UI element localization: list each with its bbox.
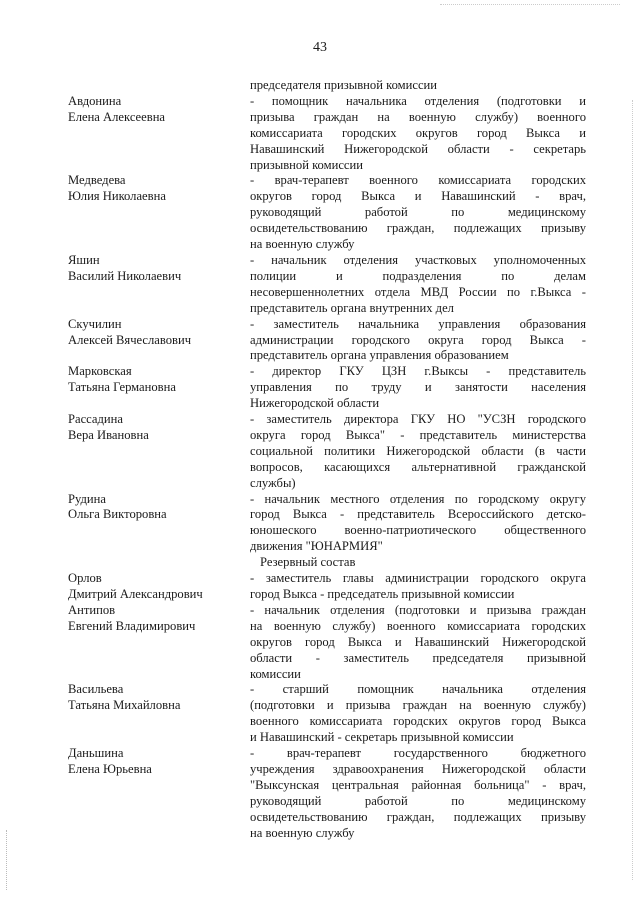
member-entry bbox=[68, 571, 586, 603]
role-line: военного комиссариата городских округов город Выкса bbox=[250, 714, 586, 729]
role-line: полиции и подразделения по делам bbox=[250, 268, 586, 283]
member-entry bbox=[68, 364, 586, 412]
member-entry bbox=[68, 746, 586, 841]
member-role bbox=[250, 492, 586, 556]
member-given-names: Евгений Владимирович bbox=[68, 618, 196, 633]
member-surname: Рудина bbox=[68, 491, 106, 506]
member-given-names: Юлия Николаевна bbox=[68, 189, 166, 204]
member-role bbox=[250, 682, 586, 746]
member-name bbox=[68, 173, 250, 253]
scan-artifact bbox=[632, 100, 634, 880]
member-name bbox=[68, 364, 250, 412]
member-given-names: Ольга Викторовна bbox=[68, 507, 167, 522]
intro-line: председателя призывной комиссии bbox=[250, 78, 438, 92]
member-given-names: Елена Алексеевна bbox=[68, 109, 166, 124]
member-given-names: Елена Юрьевна bbox=[68, 761, 152, 776]
scan-artifact bbox=[6, 830, 8, 890]
member-role bbox=[250, 364, 586, 412]
member-surname: Скучилин bbox=[68, 316, 122, 331]
member-surname: Медведева bbox=[68, 173, 126, 188]
scan-artifact bbox=[440, 4, 620, 6]
member-name bbox=[68, 682, 250, 746]
member-surname: Антипов bbox=[68, 602, 116, 617]
reserve-title-row bbox=[68, 555, 586, 571]
member-role bbox=[250, 603, 586, 683]
role-line: на военную службу bbox=[250, 825, 355, 840]
intro-row bbox=[68, 78, 586, 94]
role-line: (подготовки и призыва граждан на военную службу) bbox=[250, 698, 586, 713]
member-entry bbox=[68, 253, 586, 317]
role-line: - врач-терапевт военного комиссариата городских bbox=[250, 173, 586, 188]
member-role bbox=[250, 317, 586, 365]
role-line: город Выкса - председатель призывной комиссии bbox=[250, 587, 515, 601]
role-line: город Выкса - представитель Всероссийского детско- bbox=[250, 507, 586, 522]
role-line: руководящий работой по медицинскому bbox=[250, 793, 586, 808]
member-surname: Марковская bbox=[68, 364, 132, 379]
member-given-names: Алексей Вячеславович bbox=[68, 332, 192, 347]
role-line: службы) bbox=[250, 475, 296, 490]
member-name bbox=[68, 412, 250, 492]
member-surname: Яшин bbox=[68, 252, 100, 267]
role-line: юношеского военно-патриотического общественного bbox=[250, 523, 586, 538]
members-list bbox=[68, 94, 586, 555]
role-line: комиссии bbox=[250, 666, 301, 681]
member-surname: Авдонина bbox=[68, 93, 122, 108]
role-line: призыва граждан на военную службу) военного bbox=[250, 109, 586, 124]
role-line: округов город Выкса и Навашинский - врач, bbox=[250, 189, 586, 204]
member-role bbox=[250, 94, 586, 174]
role-line: руководящий работой по медицинскому bbox=[250, 205, 586, 220]
member-name bbox=[68, 603, 250, 683]
member-given-names: Вера Ивановна bbox=[68, 427, 149, 442]
page-number: 43 bbox=[313, 40, 327, 55]
role-line: комиссариата городских округов город Выкса и bbox=[250, 125, 586, 140]
member-entry bbox=[68, 173, 586, 253]
member-entry bbox=[68, 94, 586, 174]
member-surname: Даньшина bbox=[68, 746, 124, 761]
role-line: области - заместитель председателя призывной bbox=[250, 650, 586, 665]
role-line: - директор ГКУ ЦЗН г.Выксы - представитель bbox=[250, 364, 586, 379]
member-entry bbox=[68, 492, 586, 556]
member-given-names: Дмитрий Александрович bbox=[68, 587, 203, 601]
reserve-list bbox=[68, 571, 586, 841]
role-line: призывной комиссии bbox=[250, 157, 363, 172]
role-line: округов город Выкса и Навашинский Нижегородской bbox=[250, 634, 586, 649]
role-line: Навашинский Нижегородской области - секретарь bbox=[250, 141, 586, 156]
role-line: Нижегородской области bbox=[250, 396, 380, 411]
member-entry bbox=[68, 317, 586, 365]
reserve-title: Резервный состав bbox=[260, 555, 356, 570]
member-role bbox=[250, 412, 586, 492]
role-line: - начальник отделения (подготовки и призыва граждан bbox=[250, 602, 586, 617]
role-line: вопросов, касающихся альтернативной гражданской bbox=[250, 459, 586, 474]
name-column bbox=[68, 78, 250, 94]
role-line: - заместитель главы администрации городского округа bbox=[250, 571, 586, 586]
commission-list bbox=[68, 78, 586, 842]
role-line: и Навашинский - секретарь призывной комиссии bbox=[250, 730, 514, 745]
role-line: социальной политики Нижегородской области (в части bbox=[250, 443, 586, 458]
role-line: на военную службу) военного комиссариата городских bbox=[250, 618, 586, 633]
role-line: - начальник отделения участковых уполномоченных bbox=[250, 252, 586, 267]
member-name bbox=[68, 571, 250, 603]
role-line: несовершеннолетних отдела МВД России по г.Выкса - bbox=[250, 284, 586, 299]
member-surname: Рассадина bbox=[68, 412, 123, 427]
role-line: - старший помощник начальника отделения bbox=[250, 682, 586, 697]
role-line: "Выксунская центральная районная больница" - врач, bbox=[250, 777, 586, 792]
member-name bbox=[68, 253, 250, 317]
member-surname: Васильева bbox=[68, 682, 124, 697]
member-name bbox=[68, 317, 250, 365]
member-role bbox=[250, 173, 586, 253]
role-line: - заместитель начальника управления образования bbox=[250, 316, 586, 331]
role-line: представитель органа управления образованием bbox=[250, 348, 509, 363]
role-line: представитель органа внутренних дел bbox=[250, 300, 454, 315]
member-entry bbox=[68, 412, 586, 492]
role-line: администрации городского округа город Выкса - bbox=[250, 332, 586, 347]
role-line: учреждения здравоохранения Нижегородской области bbox=[250, 761, 586, 776]
member-given-names: Василий Николаевич bbox=[68, 268, 182, 283]
role-line: - врач-терапевт государственного бюджетного bbox=[250, 746, 586, 761]
member-given-names: Татьяна Германовна bbox=[68, 380, 176, 395]
role-line: на военную службу bbox=[250, 237, 355, 252]
role-line: освидетельствованию граждан, подлежащих призыву bbox=[250, 221, 586, 236]
role-line: округа город Выкса" - представитель министерства bbox=[250, 427, 586, 442]
member-name bbox=[68, 492, 250, 556]
member-surname: Орлов bbox=[68, 571, 102, 586]
member-name bbox=[68, 94, 250, 174]
member-entry bbox=[68, 682, 586, 746]
member-name bbox=[68, 746, 250, 841]
role-line: - заместитель директора ГКУ НО "УСЗН городского bbox=[250, 412, 586, 427]
role-line: - начальник местного отделения по городскому округу bbox=[250, 491, 586, 506]
member-role bbox=[250, 253, 586, 317]
member-entry bbox=[68, 603, 586, 683]
member-given-names: Татьяна Михайловна bbox=[68, 698, 181, 713]
member-role bbox=[250, 571, 586, 603]
member-role bbox=[250, 746, 586, 841]
role-line: - помощник начальника отделения (подготовки и bbox=[250, 93, 586, 108]
role-line: движения "ЮНАРМИЯ" bbox=[250, 539, 383, 554]
role-line: управления по труду и занятости населения bbox=[250, 380, 586, 395]
role-line: освидетельствованию граждан, подлежащих призыву bbox=[250, 809, 586, 824]
name-column bbox=[68, 555, 250, 571]
